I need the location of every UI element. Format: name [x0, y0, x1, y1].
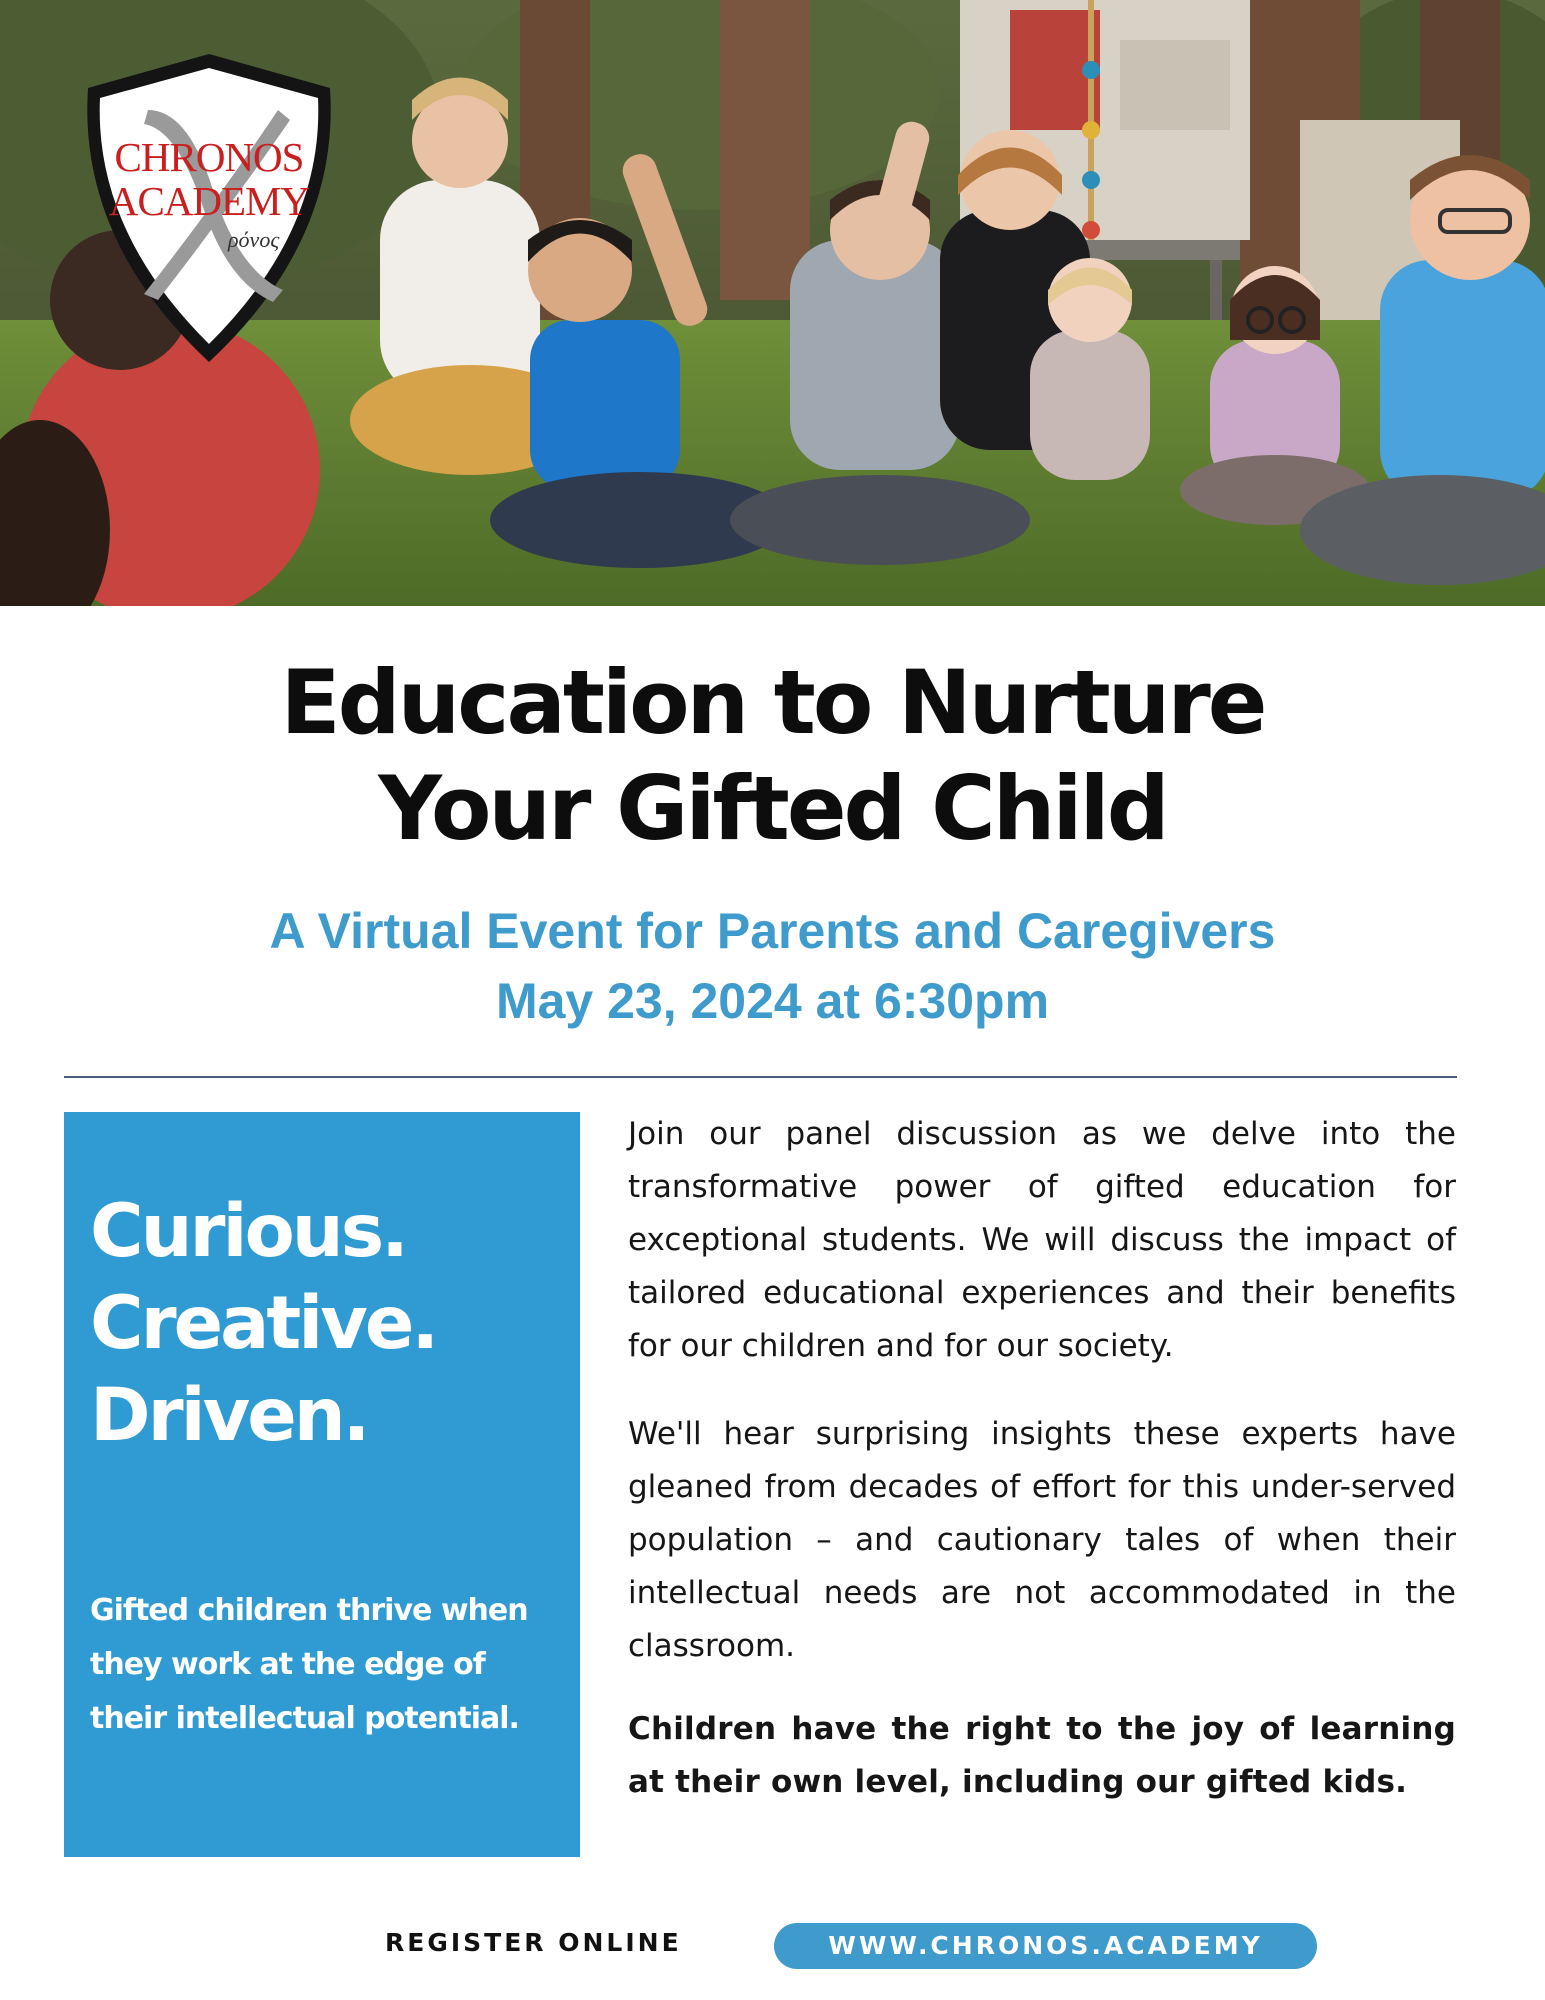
- register-label: REGISTER ONLINE: [385, 1928, 682, 1957]
- tagline-word-curious: Curious.: [90, 1189, 406, 1274]
- event-datetime: May 23, 2024 at 6:30pm: [495, 973, 1050, 1029]
- chronos-academy-logo: [78, 50, 340, 370]
- logo-greek-text: ρόνος: [228, 227, 280, 252]
- logo-line-chronos: CHRONOS: [114, 134, 304, 180]
- body-paragraph-3: Children have the right to the joy of learning at their own level, including our gifted kids.: [628, 1711, 1456, 1800]
- body-paragraph-1: Join our panel discussion as we delve into the transformative power of gifted education for exceptional students. We will discuss the impact of tailored educational experiences and their benefits for our children and for our society.: [628, 1116, 1456, 1364]
- title-line-1: Education to Nurture: [280, 651, 1265, 754]
- section-divider: [64, 1076, 1457, 1078]
- tagline-word-driven: Driven.: [90, 1373, 368, 1458]
- tagline: [90, 1186, 570, 1462]
- title-line-2: Your Gifted Child: [378, 757, 1167, 860]
- event-description-body: [628, 1108, 1456, 1809]
- panel-note: Gifted children thrive when they work at the edge of their intellectual potential.: [90, 1593, 528, 1736]
- event-subtitle: [0, 896, 1545, 1036]
- body-paragraph-2: We'll hear surprising insights these experts have gleaned from decades of effort for this under-served population – and cautionary tales of when their intellectual needs are not accommodated in the classroom.: [628, 1416, 1456, 1664]
- tagline-word-creative: Creative.: [90, 1281, 437, 1366]
- event-description: A Virtual Event for Parents and Caregivers: [269, 903, 1276, 959]
- website-link-button[interactable]: WWW.CHRONOS.ACADEMY: [774, 1923, 1317, 1969]
- tagline-panel: [64, 1112, 580, 1857]
- logo-line-academy: ACADEMY: [108, 178, 310, 224]
- page-title: [0, 650, 1545, 862]
